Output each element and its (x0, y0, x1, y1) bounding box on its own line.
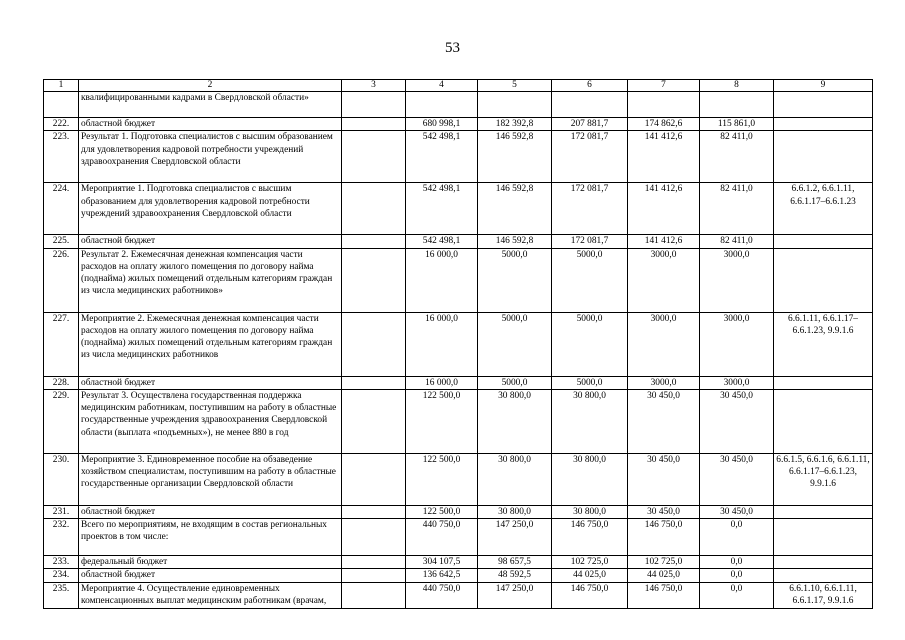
col3-value (342, 582, 406, 608)
col7-value (628, 92, 700, 118)
row-description: областной бюджет (79, 235, 342, 248)
col7-value: 141 412,6 (628, 131, 700, 183)
row-number: 228. (44, 376, 79, 389)
target-indicators (774, 235, 873, 248)
table-row (44, 312, 873, 376)
col6-value: 5000,0 (552, 376, 628, 389)
column-header-3: 3 (342, 80, 406, 92)
col6-value: 172 081,7 (552, 235, 628, 248)
col6-value (552, 92, 628, 118)
col8-value: 3000,0 (700, 248, 774, 312)
table-header-row (44, 80, 873, 92)
col5-value: 5000,0 (478, 248, 552, 312)
col8-value: 0,0 (700, 519, 774, 556)
row-number: 233. (44, 556, 79, 569)
target-indicators: 6.6.1.5, 6.6.1.6, 6.6.1.11, 6.6.1.17–6.6.1.23, 9.9.1.6 (774, 453, 873, 505)
col7-value: 30 450,0 (628, 389, 700, 453)
col4-value: 542 498,1 (406, 183, 478, 235)
col8-value: 82 411,0 (700, 235, 774, 248)
col8-value: 0,0 (700, 556, 774, 569)
column-header-9: 9 (774, 80, 873, 92)
table-row (44, 389, 873, 453)
page-number: 53 (445, 40, 460, 56)
col6-value: 146 750,0 (552, 582, 628, 608)
col8-value: 0,0 (700, 582, 774, 608)
column-header-7: 7 (628, 80, 700, 92)
table-row (44, 131, 873, 183)
col6-value: 207 881,7 (552, 118, 628, 131)
col5-value: 147 250,0 (478, 582, 552, 608)
row-number: 224. (44, 183, 79, 235)
col5-value: 146 592,8 (478, 235, 552, 248)
col8-value: 3000,0 (700, 376, 774, 389)
col6-value: 44 025,0 (552, 569, 628, 582)
col4-value: 122 500,0 (406, 389, 478, 453)
row-number: 226. (44, 248, 79, 312)
col6-value: 102 725,0 (552, 556, 628, 569)
col7-value: 3000,0 (628, 376, 700, 389)
col3-value (342, 92, 406, 118)
col4-value: 136 642,5 (406, 569, 478, 582)
column-header-2: 2 (79, 80, 342, 92)
row-number: 235. (44, 582, 79, 608)
table-row (44, 453, 873, 505)
col5-value (478, 92, 552, 118)
row-number: 229. (44, 389, 79, 453)
col8-value: 30 450,0 (700, 453, 774, 505)
col5-value: 98 657,5 (478, 556, 552, 569)
row-number: 234. (44, 569, 79, 582)
col3-value (342, 556, 406, 569)
col7-value: 141 412,6 (628, 183, 700, 235)
col5-value: 146 592,8 (478, 131, 552, 183)
row-number: 225. (44, 235, 79, 248)
target-indicators (774, 248, 873, 312)
col6-value: 5000,0 (552, 312, 628, 376)
col4-value: 542 498,1 (406, 235, 478, 248)
column-header-8: 8 (700, 80, 774, 92)
col8-value (700, 92, 774, 118)
table-row (44, 376, 873, 389)
row-description: областной бюджет (79, 376, 342, 389)
col3-value (342, 519, 406, 556)
target-indicators (774, 118, 873, 131)
target-indicators (774, 505, 873, 518)
col7-value: 146 750,0 (628, 519, 700, 556)
col8-value: 0,0 (700, 569, 774, 582)
row-number: 227. (44, 312, 79, 376)
col7-value: 30 450,0 (628, 505, 700, 518)
col8-value: 30 450,0 (700, 505, 774, 518)
col8-value: 3000,0 (700, 312, 774, 376)
row-description: Результат 2. Ежемесячная денежная компенсация части расходов на оплату жилого помещения по договору найма (поднайма) жилых помещений отдельным категориям граждан из числа медицинских работников» (79, 248, 342, 312)
col7-value: 141 412,6 (628, 235, 700, 248)
target-indicators: 6.6.1.11, 6.6.1.17–6.6.1.23, 9.9.1.6 (774, 312, 873, 376)
target-indicators (774, 389, 873, 453)
col7-value: 30 450,0 (628, 453, 700, 505)
table-row (44, 519, 873, 556)
column-header-6: 6 (552, 80, 628, 92)
col3-value (342, 131, 406, 183)
col4-value: 680 998,1 (406, 118, 478, 131)
row-description: квалифицированными кадрами в Свердловской области» (79, 92, 342, 118)
row-number (44, 92, 79, 118)
col5-value: 5000,0 (478, 376, 552, 389)
col3-value (342, 118, 406, 131)
col7-value: 44 025,0 (628, 569, 700, 582)
col5-value: 147 250,0 (478, 519, 552, 556)
col3-value (342, 569, 406, 582)
col6-value: 146 750,0 (552, 519, 628, 556)
row-description: Мероприятие 1. Подготовка специалистов с высшим образованием для удовлетворения кадровой потребности учреждений здравоохранения Свердловской области (79, 183, 342, 235)
col3-value (342, 505, 406, 518)
row-number: 222. (44, 118, 79, 131)
target-indicators (774, 131, 873, 183)
row-description: Всего по мероприятиям, не входящим в состав региональных проектов в том числе: (79, 519, 342, 556)
col7-value: 146 750,0 (628, 582, 700, 608)
row-description: областной бюджет (79, 569, 342, 582)
target-indicators (774, 569, 873, 582)
target-indicators: 6.6.1.10, 6.6.1.11, 6.6.1.17, 9.9.1.6 (774, 582, 873, 608)
row-number: 231. (44, 505, 79, 518)
column-header-5: 5 (478, 80, 552, 92)
col6-value: 172 081,7 (552, 183, 628, 235)
row-description: областной бюджет (79, 118, 342, 131)
table-row (44, 92, 873, 118)
col8-value: 115 861,0 (700, 118, 774, 131)
col4-value: 304 107,5 (406, 556, 478, 569)
row-description: Результат 1. Подготовка специалистов с высшим образованием для удовлетворения кадровой потребности учреждений здравоохранения Свердловской области (79, 131, 342, 183)
col3-value (342, 453, 406, 505)
col6-value: 30 800,0 (552, 389, 628, 453)
col7-value: 3000,0 (628, 248, 700, 312)
target-indicators (774, 92, 873, 118)
target-indicators (774, 519, 873, 556)
col6-value: 172 081,7 (552, 131, 628, 183)
column-header-1: 1 (44, 80, 79, 92)
col3-value (342, 389, 406, 453)
col8-value: 82 411,0 (700, 183, 774, 235)
col5-value: 30 800,0 (478, 453, 552, 505)
row-description: Мероприятие 4. Осуществление единовременных компенсационных выплат медицинским работникам (врачам, (79, 582, 342, 608)
row-description: Мероприятие 3. Единовременное пособие на обзаведение хозяйством специалистам, поступившим на работу в областные государственные организации Свердловской области (79, 453, 342, 505)
col7-value: 174 862,6 (628, 118, 700, 131)
col5-value: 48 592,5 (478, 569, 552, 582)
col4-value (406, 92, 478, 118)
table-row (44, 556, 873, 569)
budget-table (43, 79, 873, 609)
col4-value: 122 500,0 (406, 453, 478, 505)
col5-value: 30 800,0 (478, 505, 552, 518)
col3-value (342, 248, 406, 312)
col3-value (342, 183, 406, 235)
col4-value: 16 000,0 (406, 312, 478, 376)
table-row (44, 248, 873, 312)
row-description: федеральный бюджет (79, 556, 342, 569)
table-row (44, 505, 873, 518)
target-indicators (774, 376, 873, 389)
col3-value (342, 235, 406, 248)
col4-value: 16 000,0 (406, 248, 478, 312)
col7-value: 102 725,0 (628, 556, 700, 569)
row-number: 232. (44, 519, 79, 556)
row-description: областной бюджет (79, 505, 342, 518)
col6-value: 5000,0 (552, 248, 628, 312)
table-row (44, 569, 873, 582)
table-row (44, 118, 873, 131)
col4-value: 440 750,0 (406, 519, 478, 556)
target-indicators: 6.6.1.2, 6.6.1.11, 6.6.1.17–6.6.1.23 (774, 183, 873, 235)
column-header-4: 4 (406, 80, 478, 92)
col6-value: 30 800,0 (552, 453, 628, 505)
col5-value: 30 800,0 (478, 389, 552, 453)
row-number: 223. (44, 131, 79, 183)
row-number: 230. (44, 453, 79, 505)
table-row (44, 582, 873, 608)
col4-value: 16 000,0 (406, 376, 478, 389)
col3-value (342, 376, 406, 389)
col4-value: 122 500,0 (406, 505, 478, 518)
col8-value: 30 450,0 (700, 389, 774, 453)
col5-value: 182 392,8 (478, 118, 552, 131)
col7-value: 3000,0 (628, 312, 700, 376)
col4-value: 440 750,0 (406, 582, 478, 608)
target-indicators (774, 556, 873, 569)
col4-value: 542 498,1 (406, 131, 478, 183)
col5-value: 5000,0 (478, 312, 552, 376)
col3-value (342, 312, 406, 376)
row-description: Мероприятие 2. Ежемесячная денежная компенсация части расходов на оплату жилого помещения по договору найма (поднайма) жилых помещений отдельным категориям граждан из числа медицинских работников (79, 312, 342, 376)
col6-value: 30 800,0 (552, 505, 628, 518)
table-row (44, 183, 873, 235)
table-row (44, 235, 873, 248)
col5-value: 146 592,8 (478, 183, 552, 235)
col8-value: 82 411,0 (700, 131, 774, 183)
row-description: Результат 3. Осуществлена государственная поддержка медицинским работникам, поступившим на работу в областные государственные учреждения здравоохранения Свердловской области (выплата «подъемных»), не менее 880 в год (79, 389, 342, 453)
